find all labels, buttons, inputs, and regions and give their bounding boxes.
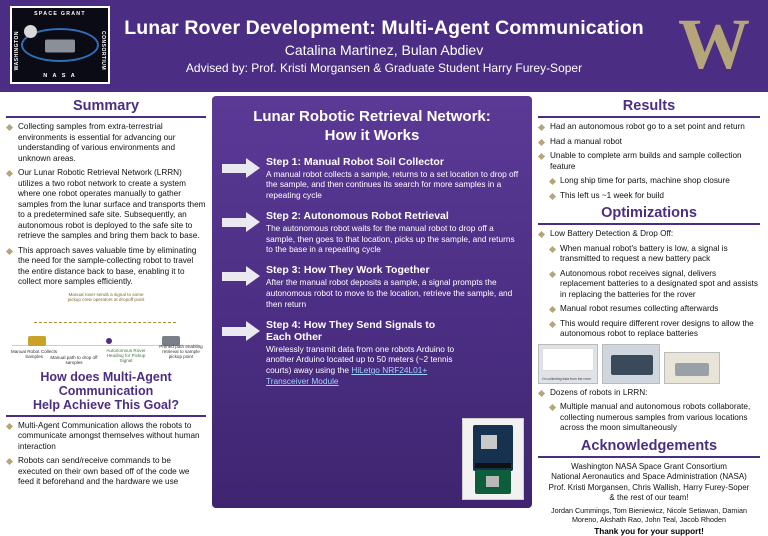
multi-agent-divider (6, 415, 206, 417)
multi-agent-heading (6, 370, 206, 413)
poster-authors: Catalina Martinez, Bulan Abdiev (284, 42, 484, 59)
step-3-body: After the manual robot deposits a sample, a signal prompts the autonomous robot to move to the location, retrieve the sample, and then return (266, 277, 513, 309)
diagram-label: Manual path to drop off samples (50, 354, 98, 366)
list-item: Long ship time for parts, machine shop closure (538, 176, 760, 187)
optimizations-photos (538, 344, 760, 384)
list-item: Had an autonomous robot go to a set point and return (538, 122, 760, 133)
list-item: Manual robot resumes collecting afterwards (538, 304, 760, 315)
how-it-works-panel (212, 96, 532, 508)
poster-body (0, 92, 768, 536)
poster-advisor: Advised by: Prof. Kristi Morgansen & Graduate Student Harry Furey-Soper (185, 61, 583, 76)
list-item: Had a manual robot (538, 137, 760, 148)
left-column (6, 96, 206, 508)
arduino-board-icon (473, 425, 513, 471)
nasa-logo-left-text: WASHINGTON (14, 31, 20, 71)
nasa-space-grant-logo (10, 6, 110, 84)
page-title: Lunar Rover Development: Multi-Agent Communication (124, 16, 644, 39)
acknowledgement-line: National Aeronautics and Space Administration (NASA) (551, 472, 747, 482)
acknowledgement-line: Washington NASA Space Grant Consortium (571, 461, 727, 471)
acknowledgements-heading: Acknowledgements (580, 437, 718, 454)
results-divider (538, 116, 760, 118)
step-1-heading: Step 1: Manual Robot Soil Collector (266, 155, 444, 168)
diagram-label: Autonomous Rover Heading for Pickup Signal (106, 347, 146, 364)
multi-agent-heading-line1: How does Multi-Agent Communication (40, 369, 172, 398)
list-item: Autonomous robot receives signal, delivers replacement batteries to a designated spot and assists in replacing the batteries for the rover (538, 269, 760, 301)
acknowledgement-line: Prof. Kristi Morgansen, Chris Wallish, Harry Furey-Soper (548, 482, 750, 492)
nasa-logo-bottom-text: N A S A (43, 73, 77, 79)
step-3 (222, 264, 522, 309)
arrow-right-icon (222, 321, 262, 342)
step-2-body: The autonomous robot waits for the manual robot to drop off a sample, then goes to that location, picks up the sample, and returns to the base in a repeating cycle (266, 222, 515, 255)
list-item: When manual robot's battery is low, a signal is transmitted to request a new battery pack (538, 244, 760, 265)
summary-bullets (6, 122, 206, 288)
step-2 (222, 210, 522, 255)
moon-icon (24, 25, 37, 38)
list-item: Collecting samples from extra-terrestrial environments is essential for advancing our understanding of various environments and unknown areas. (6, 122, 206, 164)
how-it-works-heading-line1: Lunar Robotic Retrieval Network: (253, 108, 491, 125)
step-2-heading: Step 2: Autonomous Robot Retrieval (266, 209, 449, 222)
rover-icon (45, 40, 75, 53)
list-item: Robots can send/receive commands to be executed on their own based off of the code we feed it beforehand and the hardware we use (6, 456, 206, 488)
team-note-photo (538, 344, 598, 384)
step-1-body: A manual robot collects a sample, returns to a set location to drop off the sample, and then continues its search for more samples in a repeating cycle (266, 168, 519, 201)
list-item: Dozens of robots in LRRN: (538, 388, 760, 399)
list-item: Multiple manual and autonomous robots collaborate, collecting numerous samples from various locations across the moon simultaneously (538, 402, 760, 434)
results-heading: Results (622, 98, 676, 114)
list-item: Multi-Agent Communication allows the robots to communicate amongst themselves without human interaction (6, 421, 206, 453)
manual-rover-icon (28, 336, 46, 346)
list-item: This left us ~1 week for build (538, 191, 760, 202)
laptop-photo (602, 344, 660, 384)
diagram-label: Primed path enabling retrieval to sample pickup point (159, 343, 203, 360)
uw-logo (668, 4, 760, 86)
diagram-label: Manual Robot Collects Samples (10, 348, 58, 360)
optimizations-heading: Optimizations (601, 205, 697, 221)
diagram-signal-path (34, 322, 176, 323)
nasa-logo-artwork (12, 17, 108, 73)
multi-agent-heading-line2: Help Achieve This Goal? (32, 398, 180, 413)
optimizations-bullets (538, 229, 760, 340)
list-item: Our Lunar Robotic Retrieval Network (LRRN) utilizes a two robot network to create a system where one robot operates manually to gather samples from the lunar surface and transports them to a predetermined safe site. Subsequently, an autonomous robot is deployed to the safe site to retrieve the samples and bring them back to base. (6, 168, 206, 242)
multi-agent-bullets (6, 421, 206, 488)
results-bullets (538, 122, 760, 201)
list-item: This would require different rover designs to allow the autonomous robot to replace batteries (538, 319, 760, 340)
step-1 (222, 156, 522, 201)
list-item: Unable to complete arm builds and sample collection feature (538, 151, 760, 172)
step-3-heading: Step 3: How They Work Together (266, 264, 430, 277)
optimizations-divider (538, 223, 760, 225)
acknowledgements-list (538, 462, 760, 504)
acknowledgement-line: & the rest of our team! (609, 493, 689, 503)
center-column (212, 96, 532, 508)
dropoff-point-icon (106, 338, 112, 344)
list-item: Low Battery Detection & Drop Off: (538, 229, 760, 240)
step-4 (222, 319, 522, 387)
nasa-logo-top-text: SPACE GRANT (34, 11, 86, 17)
acknowledgements-divider (538, 456, 760, 458)
nrf24l01-module-photo (462, 418, 524, 500)
lrrn-concept-diagram (6, 292, 206, 366)
how-it-works-heading-line2: How it Works (324, 126, 420, 144)
diagram-label: Manual rover sends a signal to some pickup crew operators at dropoff point (67, 291, 145, 302)
step-4-heading: Step 4: How They Send Signals to Each Other (266, 318, 436, 343)
rover-photo (664, 352, 720, 384)
list-item: This approach saves valuable time by eliminating the need for the sample-collecting robot to travel the entire distance back to base, enabling it to collect more samples efficiently. (6, 246, 206, 288)
optimizations-bullets-2 (538, 388, 760, 434)
photo-caption: I'm collecting data from the rover (542, 376, 592, 381)
nasa-logo-right-text: CONSORTIUM (100, 31, 106, 71)
transceiver-module-icon (475, 470, 511, 494)
thank-you-line: Thank you for your support! (594, 527, 704, 536)
nrf-module-link[interactable]: HiLetgo NRF24L01+ Transceiver Module (266, 365, 428, 386)
step-4-body (266, 344, 461, 387)
right-column (538, 96, 760, 536)
arrow-right-icon (222, 158, 262, 179)
summary-heading: Summary (72, 98, 140, 114)
uw-w-glyph: W (678, 4, 750, 85)
poster-header (0, 0, 768, 92)
arrow-right-icon (222, 266, 262, 287)
how-it-works-heading (222, 108, 522, 146)
arrow-right-icon (222, 212, 262, 233)
step-4-body-text: Wirelessly transmit data from one robots Arduino to another Arduino located up to 50 meters (~2 tennis courts) away using the (266, 343, 455, 376)
summary-divider (6, 116, 206, 118)
team-members: Jordan Cummings, Tom Bieniewicz, Nicole Setiawan, Damian Moreno, Akshath Rao, John Teal, Jacob Rhoden (550, 505, 747, 525)
